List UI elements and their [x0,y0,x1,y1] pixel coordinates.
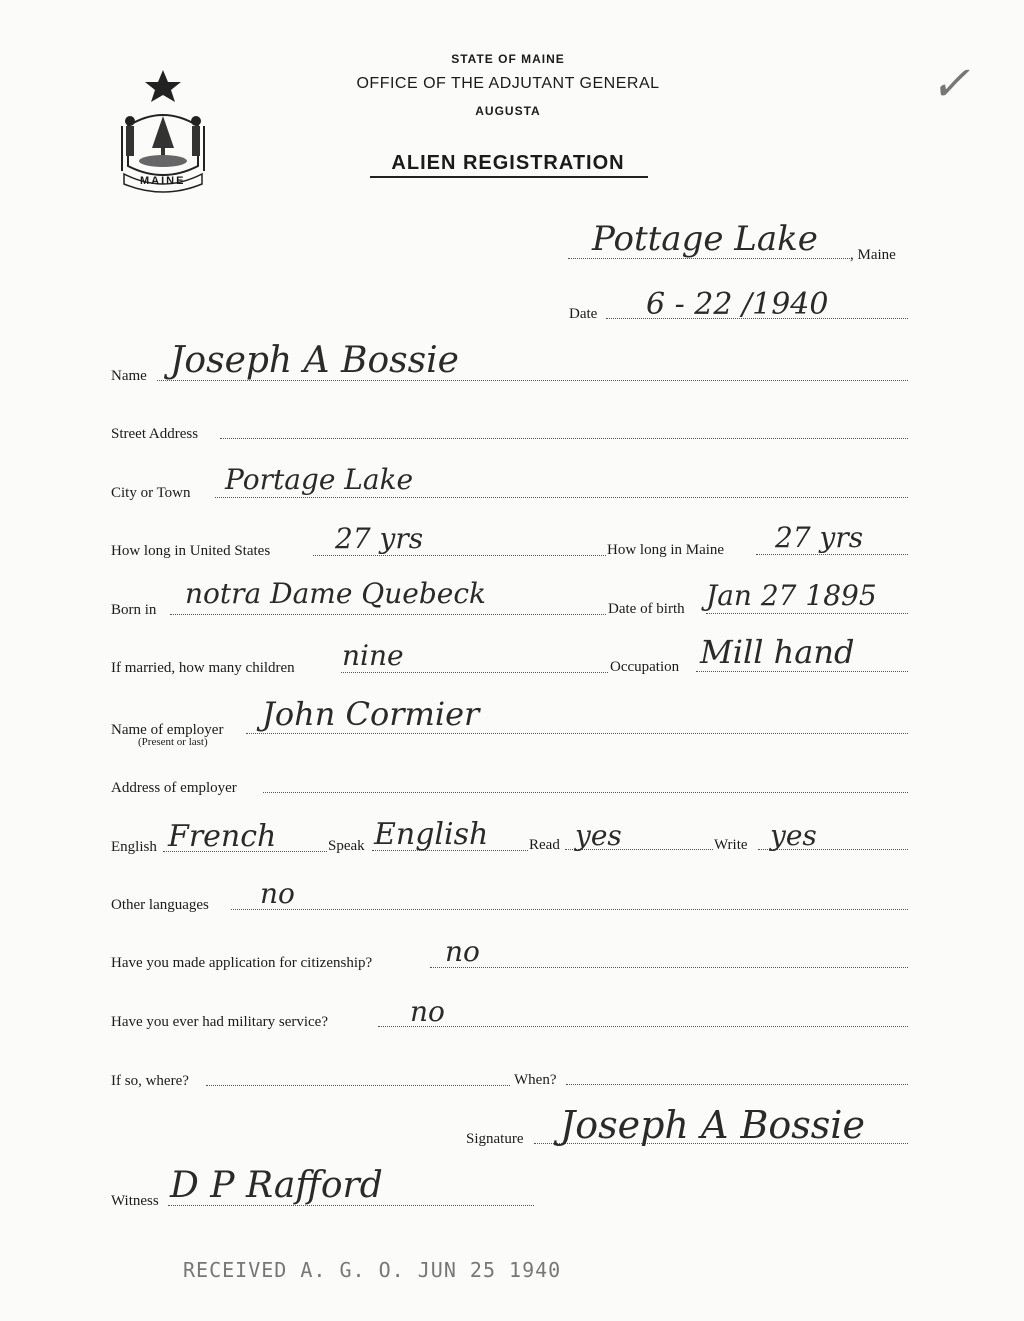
date-of-birth-line [706,613,908,614]
how-long-us-value: 27 yrs [335,522,424,555]
other-languages-line [231,909,908,910]
street-address-label: Street Address [111,426,199,442]
where-label: If so, where? [111,1073,189,1089]
signature-label: Signature [466,1131,524,1147]
date-of-birth-value: Jan 27 1895 [706,579,877,612]
citizenship-value: no [445,935,480,968]
how-long-maine-value: 27 yrs [775,521,864,554]
when-line [566,1084,908,1085]
employer-address-label: Address of employer [111,780,237,796]
occupation-label: Occupation [610,659,680,675]
date-value: 6 - 22 /1940 [646,287,829,322]
read-value: yes [575,819,622,852]
occupation-line [696,671,908,672]
city-label: City or Town [111,485,191,501]
maine-state-seal-icon [108,66,218,196]
name-value: Joseph A Bossie [170,340,459,381]
seal-text: MAINE [140,175,186,187]
children-line [341,672,608,673]
how-long-us-line [313,555,606,556]
how-long-us-label: How long in United States [111,543,271,559]
how-long-maine-label: How long in Maine [607,542,725,558]
military-value: no [410,995,445,1028]
employer-name-label: Name of employer [111,722,224,738]
employer-name-line [246,733,908,734]
date-of-birth-label: Date of birth [608,601,685,617]
city-line [215,497,908,498]
how-long-maine-line [756,554,908,555]
place-suffix: , Maine [850,247,896,263]
where-line [206,1085,510,1086]
check-mark: ✓ [930,56,971,112]
occupation-value: Mill hand [700,633,855,671]
witness-value: D P Rafford [170,1165,383,1206]
name-label: Name [111,368,147,384]
place-value: Pottage Lake [592,219,818,259]
speak-label: Speak [328,838,365,854]
born-in-label: Born in [111,602,157,618]
received-stamp: RECEIVED A. G. O. JUN 25 1940 [183,1258,562,1282]
english-value: French [168,819,277,854]
city-value: Portage Lake [225,463,414,496]
employer-name-sublabel: (Present or last) [138,736,208,748]
children-label: If married, how many children [111,660,295,676]
employer-address-line [263,792,908,793]
military-label: Have you ever had military service? [111,1014,328,1030]
write-value: yes [770,819,817,852]
title-underline [370,176,648,178]
english-label: English [111,839,157,855]
citizenship-line [430,967,908,968]
other-languages-value: no [260,877,295,910]
when-label: When? [514,1072,557,1088]
street-address-line [220,438,908,439]
state-heading: STATE OF MAINE [451,52,565,66]
write-label: Write [714,837,748,853]
born-in-line [170,614,606,615]
employer-name-value: John Cormier [262,695,480,733]
military-line [378,1026,908,1027]
city-heading: AUGUSTA [475,104,541,118]
read-label: Read [529,837,560,853]
witness-label: Witness [111,1193,159,1209]
signature-value: Joseph A Bossie [560,1103,865,1147]
office-heading: OFFICE OF THE ADJUTANT GENERAL [356,75,660,92]
speak-value: English [374,817,489,852]
children-value: nine [342,639,404,672]
form-title: ALIEN REGISTRATION [391,152,625,174]
citizenship-label: Have you made application for citizenship? [111,955,373,971]
date-label: Date [569,306,598,322]
born-in-value: notra Dame Quebeck [185,577,486,610]
other-languages-label: Other languages [111,897,209,913]
